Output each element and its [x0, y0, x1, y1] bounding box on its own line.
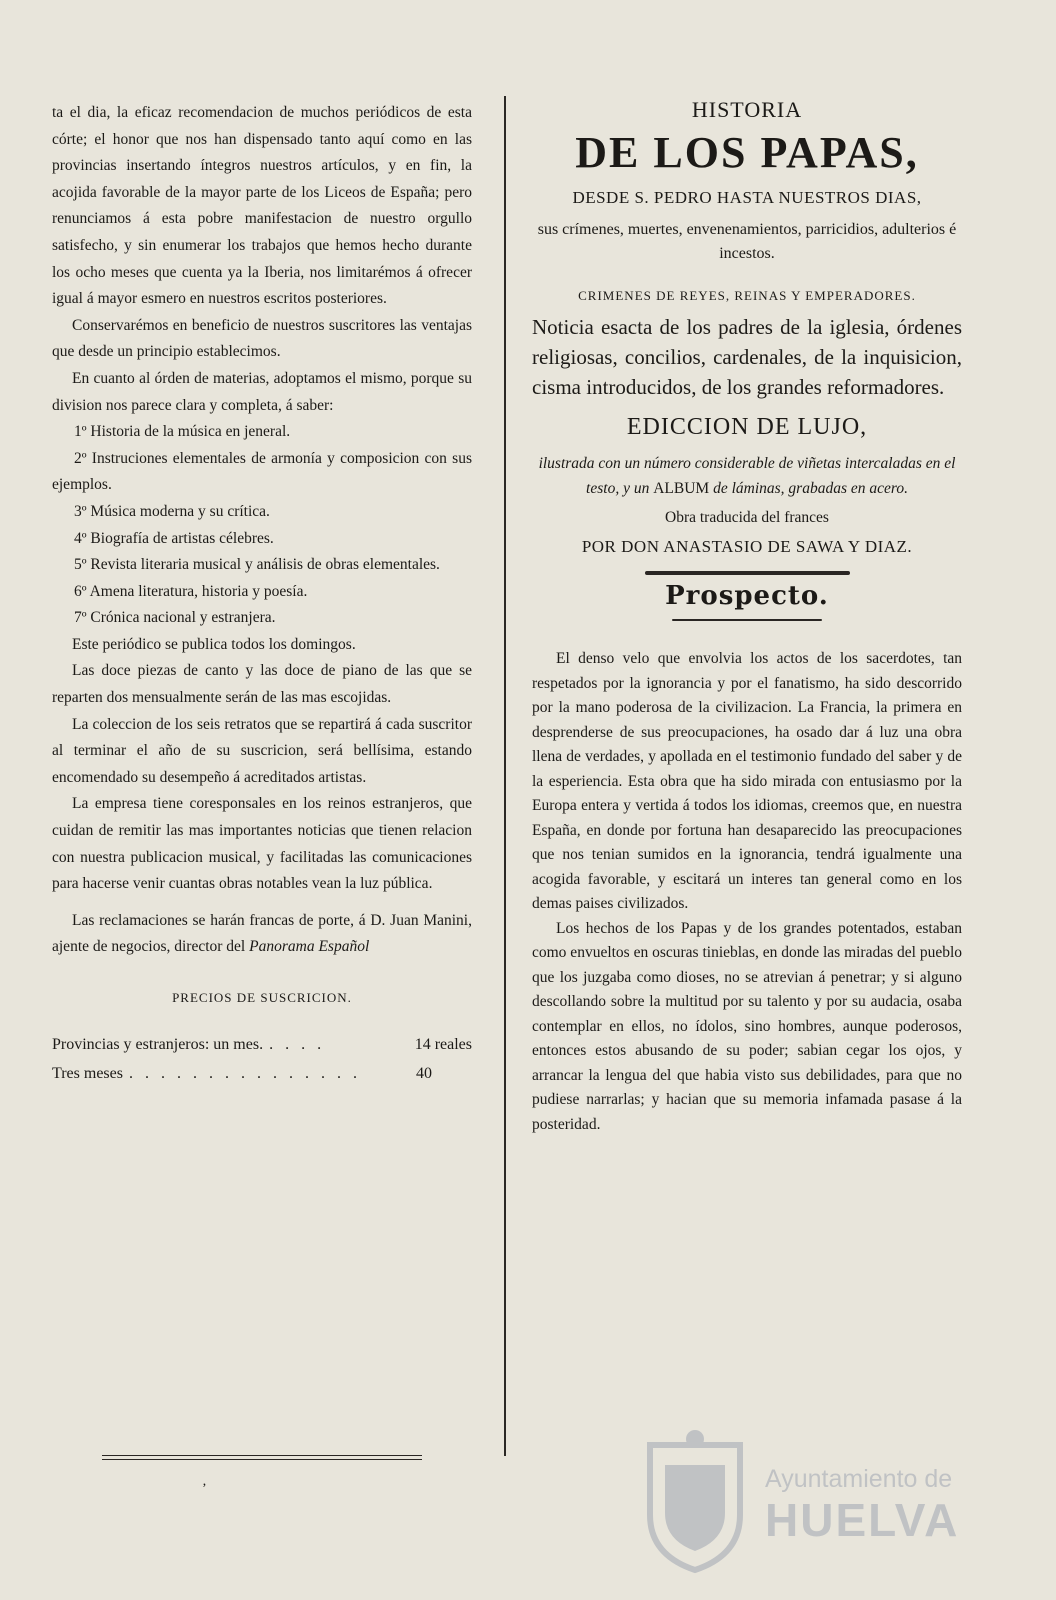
price-row	[52, 1030, 472, 1059]
price-label: Tres meses	[52, 1064, 123, 1082]
main-title: DE LOS PAPAS,	[575, 128, 919, 177]
list-item-5: 5º Revista literaria musical y análisis de obras elementales.	[74, 556, 440, 574]
shield-icon	[640, 1425, 750, 1575]
crimes-line: sus crímenes, muertes, envenenamientos, parricidios, adulterios é incestos.	[537, 221, 957, 262]
watermark-line-2: HUELVA	[765, 1494, 960, 1546]
historia-heading: HISTORIA	[691, 97, 803, 122]
ilustrada-album: ALBUM	[653, 480, 710, 497]
prices-title: PRECIOS DE SUSCRICION.	[172, 990, 352, 1005]
left-paragraph-2: Conservarémos en beneficio de nuestros suscritores las ventajas que desde un principio establecimos.	[52, 316, 472, 361]
watermark	[640, 1415, 970, 1585]
left-paragraph-4: Este periódico se publica todos los domingos.	[72, 635, 356, 653]
list-item-3: 3º Música moderna y su crítica.	[74, 502, 270, 520]
price-dots: . . . .	[269, 1035, 326, 1053]
left-paragraph-3: En cuanto al órden de materias, adoptamos el mismo, porque su division nos parece clara y completa, á saber:	[52, 369, 472, 414]
ilustrada-part-1: ilustrada con un número considerable de viñetas intercaladas en el testo, y un	[538, 455, 956, 497]
list-item-2: 2º Instruciones elementales de armonía y composicion con sus ejemplos.	[52, 449, 472, 494]
prospecto-paragraph-2: Los hechos de los Papas y de los grandes potentados, estaban como envueltos en oscuras tinieblas, en donde las miradas del pueblo que los juzgaba como dioses, no se atrevian á penetrar; y si alguno descollando sobre la multitud por su talento y por su audacia, osaba contemplar en ellos, no ídolos, sino hombres, aunque poderosos, entonces estos abusando de su poder; sabian cegar los ojos, y arrancar la lengua del que habia visto sus debilidades, para que no pudiese narrarlas; y hacian que su memoria infamada pasase á la posteridad.	[532, 919, 963, 1133]
list-item-4: 4º Biografía de artistas célebres.	[74, 529, 274, 547]
left-paragraph-6: La coleccion de los seis retratos que se repartirá á cada suscritor al terminar el año de su suscricion, será bellísima, estando encomendado su desempeño á acreditados artistas.	[52, 715, 472, 786]
price-dots: . . . . . . . . . . . . . . .	[128, 1064, 361, 1082]
ilustrada-part-2: de láminas, grabadas en acero.	[713, 480, 908, 497]
ilustrada-text	[532, 451, 962, 501]
subtitle: DESDE S. PEDRO HASTA NUESTROS DIAS,	[572, 188, 922, 207]
left-bottom-rule	[52, 1452, 472, 1463]
reclamaciones-paragraph	[52, 908, 472, 961]
column-divider	[504, 96, 506, 1456]
ornament-rule-bottom	[672, 619, 822, 621]
translation-note: Obra traducida del frances	[665, 509, 829, 526]
left-paragraph-7: La empresa tiene coresponsales en los reinos estranjeros, que cuidan de remitir las mas importantes noticias que tienen relacion con nuestra publicacion musical, y facilitadas las comunicaciones para hacerse venir cuantas obras notables vean la luz pública.	[52, 795, 472, 893]
edicion-heading: EDICCION DE LUJO,	[626, 414, 868, 440]
price-row	[52, 1059, 472, 1088]
reyes-heading: CRIMENES DE REYES, REINAS Y EMPERADORES.	[578, 288, 916, 303]
left-column	[52, 100, 472, 1088]
price-label: Provincias y estranjeros: un mes.	[52, 1035, 264, 1053]
reclamaciones-text: Las reclamaciones se harán francas de porte, á D. Juan Manini, ajente de negocios, director del	[52, 911, 472, 956]
list-item-7: 7º Crónica nacional y estranjera.	[74, 609, 276, 627]
prospecto-paragraph-1: El denso velo que envolvia los actos de los sacerdotes, tan respetados por la ignorancia y por el fanatismo, ha sido descorrido por la mano poderosa de la civilizacion. La Francia, la primera en desprenderse de sus preocupaciones, ha osado dar á luz una obra llena de verdades, y apollada en el testimonio fundado del saber y de la esperiencia. Esta obra que ha sido mirada con entusiasmo por la Europa entera y vertida á todos los idiomas, creemos que, en nuestra España, en donde por fortuna han desaparecido las preocupaciones que nos tenian sumidos en la ignorancia, tendrá igualmente una acogida favorable, y escitará un interes tan general como en los demas paises civilizados.	[532, 650, 962, 912]
prospecto-heading: Prospecto.	[665, 581, 829, 611]
translator-line: POR DON ANASTASIO DE SAWA Y DIAZ.	[581, 537, 913, 556]
bottom-mark: ‚	[202, 1474, 207, 1489]
reclamaciones-publication: Panorama Español	[249, 938, 370, 956]
list-item-6: 6º Amena literatura, historia y poesía.	[74, 582, 308, 600]
price-value: 14 reales	[414, 1035, 472, 1053]
watermark-line-1: Ayuntamiento de	[765, 1465, 953, 1493]
ornament-rule-top	[645, 571, 850, 575]
left-paragraph-5: Las doce piezas de canto y las doce de piano de las que se reparten dos mensualmente serán de las mas escojidas.	[52, 662, 472, 707]
prospecto-body	[532, 647, 962, 1137]
noticia-text: Noticia esacta de los padres de la iglesia, órdenes religiosas, concilios, cardenales, de la inquisicion, cisma introducidos, de los grandes reformadores.	[532, 315, 962, 399]
left-paragraph-1: ta el dia, la eficaz recomendacion de muchos periódicos de esta córte; el honor que nos han dispensado tanto aquí como en las provincias insertando íntegros nuestros artículos, y en fin, la acojida favorable de la mayor parte de los Liceos de España; pero renunciamos á esta pobre manifestacion de nuestro orgullo satisfecho, y sin enumerar los trabajos que hemos hecho durante los ocho meses que cuenta ya la Iberia, nos limitarémos á ofrecer igual á mayor esmero en nuestros escritos posteriores.	[52, 104, 472, 308]
right-column	[532, 96, 962, 1137]
list-item-1: 1º Historia de la música en jeneral.	[74, 423, 291, 441]
price-value: 40	[416, 1064, 432, 1082]
